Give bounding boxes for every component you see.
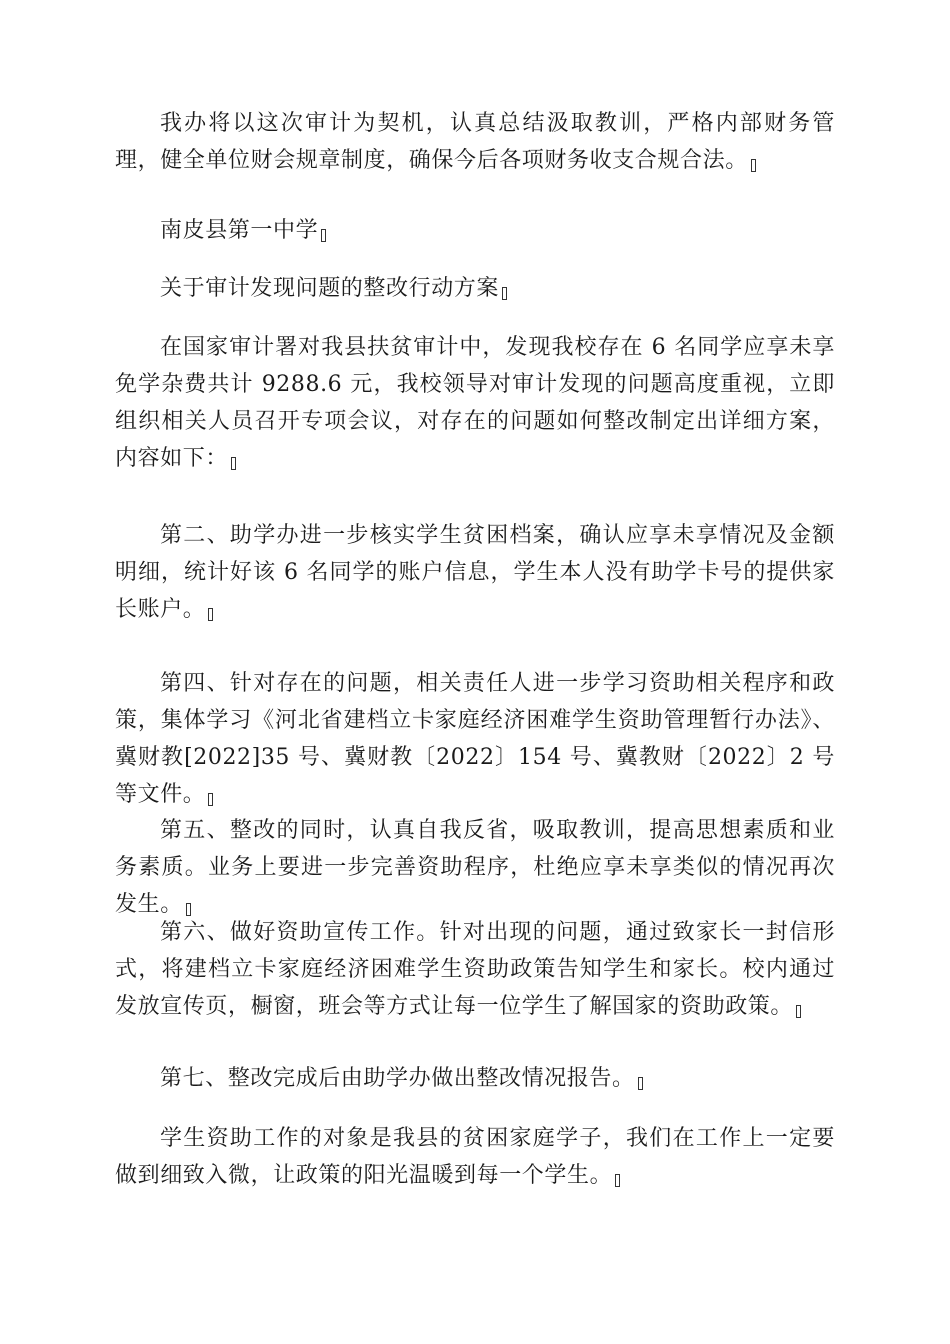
paragraph-mark-icon xyxy=(615,1174,620,1187)
plan-title: 关于审计发现问题的整改行动方案 xyxy=(115,270,835,307)
paragraph-item-4: 第四、针对存在的问题，相关责任人进一步学习资助相关程序和政策，集体学习《河北省建档立卡家庭经济困难学生资助管理暂行办法》、冀财教[2022]35 号、冀财教〔2022〕154 号、冀教财〔2022〕2 号等文件。 xyxy=(115,671,835,807)
paragraph-item-2: 第二、助学办进一步核实学生贫困档案，确认应享未享情况及金额明细，统计好该 6 名同学的账户信息，学生本人没有助学卡号的提供家长账户。 xyxy=(115,523,835,622)
paragraph-item-7: 第七、整改完成后由助学办做出整改情况报告。 xyxy=(115,1060,835,1097)
paragraph-mark-icon xyxy=(231,457,236,470)
paragraph-mark-icon xyxy=(208,608,213,621)
paragraph-mark-icon xyxy=(208,793,213,806)
paragraph-mark-icon xyxy=(321,229,326,242)
paragraph-mark-icon xyxy=(796,1005,801,1018)
paragraph-intro: 在国家审计署对我县扶贫审计中，发现我校存在 6 名同学应享未享免学杂费共计 9288.6 元，我校领导对审计发现的问题高度重视，立即组织相关人员召开专项会议，对存在的问题如何整改制定出详细方案，内容如下： xyxy=(115,335,835,471)
paragraph-mark-icon xyxy=(638,1077,643,1090)
paragraph-mark-icon xyxy=(502,287,507,300)
paragraph-item-5: 第五、整改的同时，认真自我反省，吸取教训，提高思想素质和业务素质。业务上要进一步完善资助程序，杜绝应享未享类似的情况再次发生。 xyxy=(115,818,835,917)
paragraph-item-6: 第六、做好资助宣传工作。针对出现的问题，通过致家长一封信形式，将建档立卡家庭经济困难学生资助政策告知学生和家长。校内通过发放宣传页，橱窗，班会等方式让每一位学生了解国家的资助政策。 xyxy=(115,920,835,1019)
school-name: 南皮县第一中学 xyxy=(115,212,835,249)
paragraph-mark-icon xyxy=(751,159,756,172)
paragraph-closing-commitment: 我办将以这次审计为契机，认真总结汲取教训，严格内部财务管理，健全单位财会规章制度，确保今后各项财务收支合规合法。 xyxy=(115,111,835,173)
paragraph-conclusion: 学生资助工作的对象是我县的贫困家庭学子，我们在工作上一定要做到细致入微，让政策的阳光温暖到每一个学生。 xyxy=(115,1126,835,1188)
